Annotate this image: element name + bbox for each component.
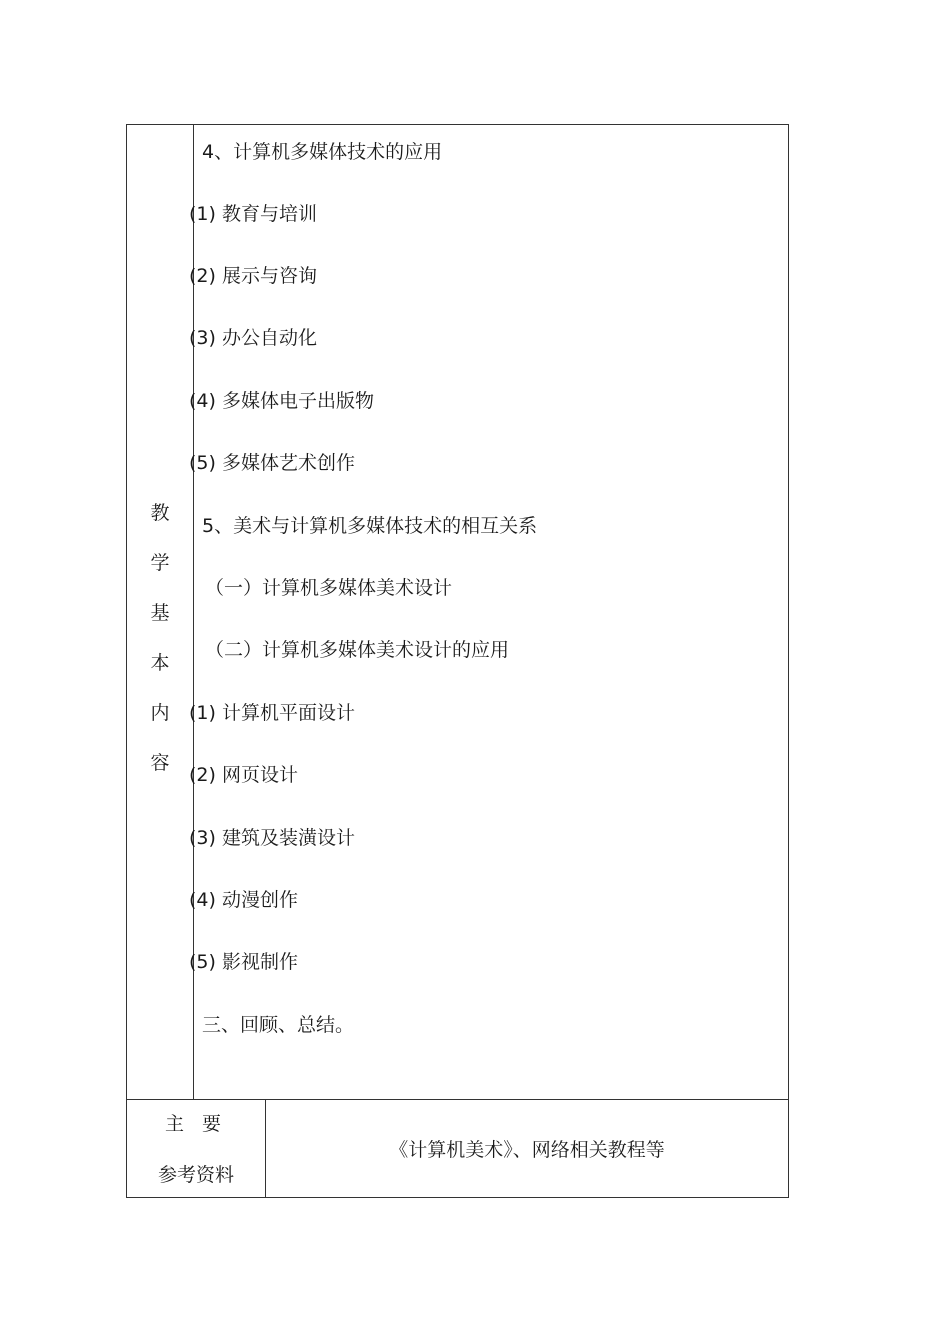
content-item: (4) 动漫创作 [189,889,298,911]
content-item: (3) 办公自动化 [189,327,317,349]
content-table [126,124,789,1198]
content-item: (4) 多媒体电子出版物 [189,390,374,412]
side-label-char: 学 [150,552,170,574]
side-label-char: 容 [150,752,170,774]
content-item: (1) 教育与培训 [189,203,317,225]
side-label-char: 教 [150,502,170,524]
references-value: 《计算机美术》、网络相关教程等 [389,1139,665,1161]
content-item: (3) 建筑及装潢设计 [189,827,355,849]
content-item: (2) 展示与咨询 [189,265,317,287]
references-label: 参考资料 [157,1164,234,1186]
side-label-char: 本 [150,652,170,674]
content-heading: 4、计算机多媒体技术的应用 [202,141,443,163]
content-item: (5) 影视制作 [189,951,298,973]
content-subheading: （二）计算机多媒体美术设计的应用 [205,639,510,661]
row-divider [127,1099,788,1100]
content-item: (5) 多媒体艺术创作 [189,452,355,474]
side-label-char: 内 [150,702,170,724]
content-item: (1) 计算机平面设计 [189,702,355,724]
teaching-content-label [127,495,193,795]
content-subheading: （一）计算机多媒体美术设计 [205,577,453,599]
references-label: 主 要 [164,1113,228,1135]
side-label-char: 基 [150,602,170,624]
content-item: (2) 网页设计 [189,764,298,786]
content-heading: 5、美术与计算机多媒体技术的相互关系 [202,515,538,537]
content-heading: 三、回顾、总结。 [202,1014,355,1036]
